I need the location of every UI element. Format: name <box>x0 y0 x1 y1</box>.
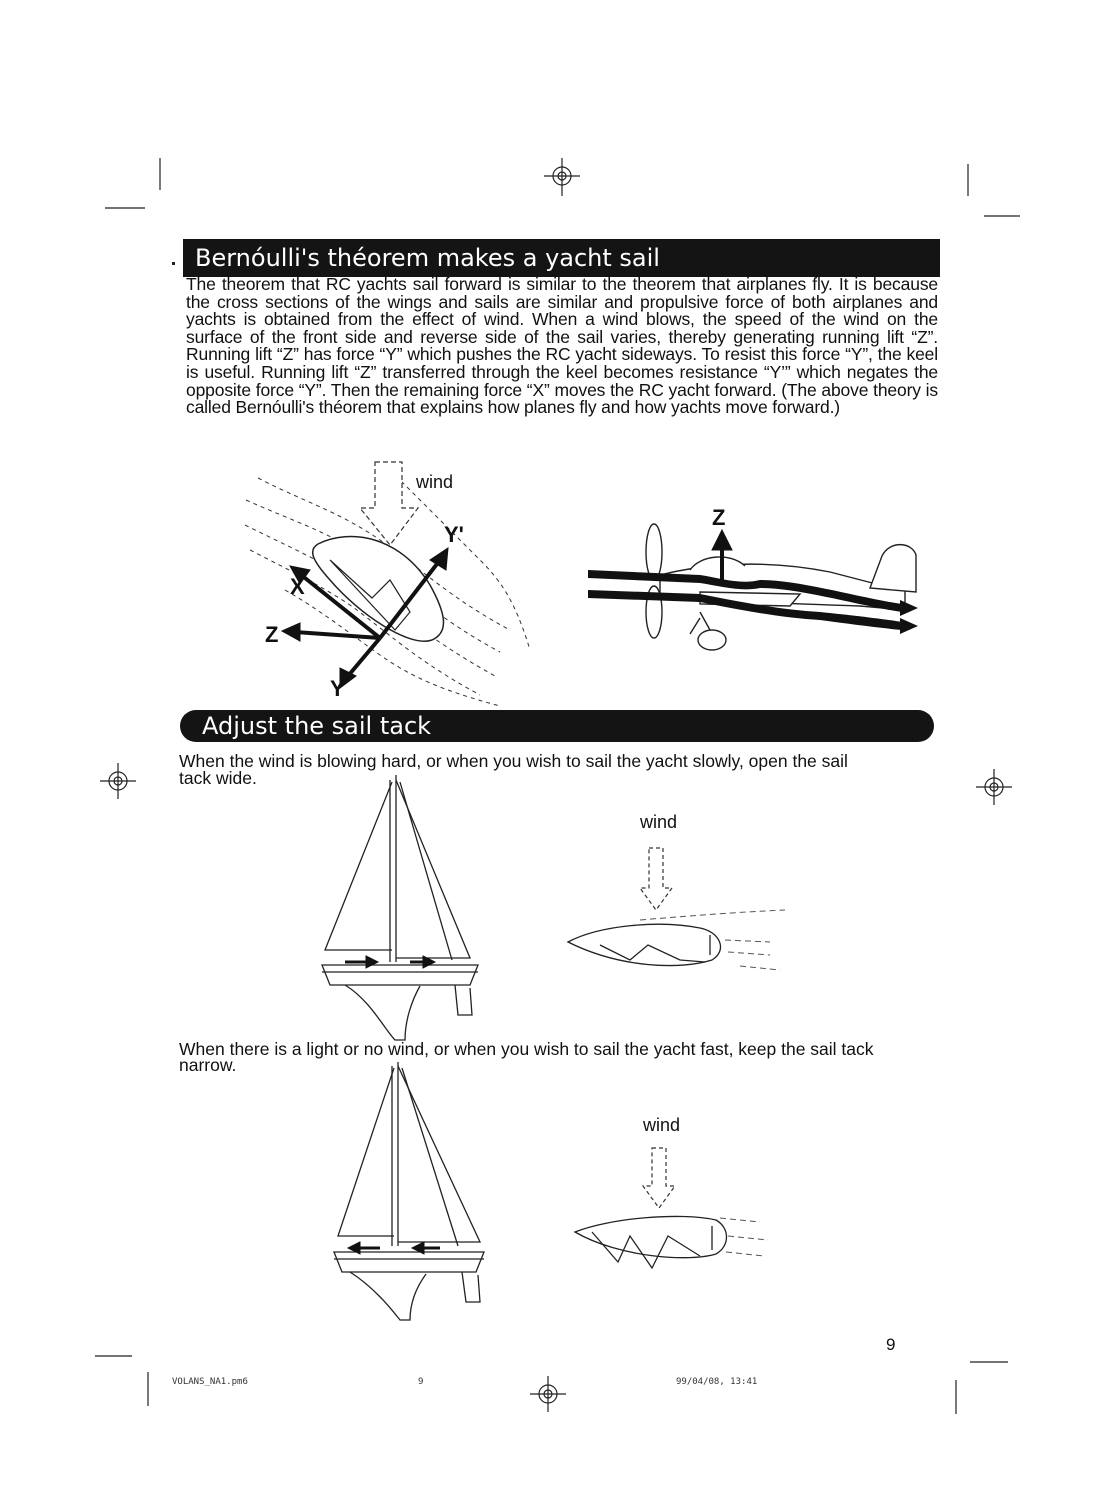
section-title-bernoulli: Bernóulli's théorem makes a yacht sail <box>183 239 940 277</box>
tack-narrow-text-line2: narrow. <box>179 1055 237 1075</box>
force-label-y-prime: Y' <box>444 522 464 547</box>
wind-label-wide: wind <box>640 812 678 832</box>
wind-label: wind <box>416 472 454 492</box>
tack-wide-text-line1: When the wind is blowing hard, or when you wish to sail the yacht slowly, open the sail <box>179 751 848 771</box>
theorem-paragraph: The theorem that RC yachts sail forward is similar to the theorem that airplanes fly. It is because the cross sections of the wings and sails are similar and propulsive force of both airplanes and yachts is obtained from the effect of wind. When a wind blows, the speed of the wind on the surface of the front side and reverse side of the sail varies, thereby generating running lift “Z”. Running lift “Z” has force “Y” which pushes the RC yacht sideways. To resist this force “Y”, the keel is useful. Running lift “Z” transferred through the keel becomes resistance “Y’” which negates the opposite force “Y”. Then the remaining force “X” moves the RC yacht forward. (The above theory is called Bernóulli's théorem that explains how planes fly and how yachts move forward.) <box>186 274 938 418</box>
section-title-sail-tack: Adjust the sail tack <box>180 710 934 742</box>
tack-narrow-text-line1: When there is a light or no wind, or when you wish to sail the yacht fast, keep the sail tack <box>179 1039 874 1059</box>
force-label-x: X <box>290 574 305 599</box>
footer-filename: VOLANS_NA1.pm6 <box>172 1377 248 1387</box>
tack-wide-text-line2: tack wide. <box>179 768 257 788</box>
footer-datetime: 99/04/08, 13:41 <box>676 1377 758 1387</box>
footer-page: 9 <box>418 1377 424 1387</box>
plane-lift-label: Z <box>712 505 726 530</box>
page-number: 9 <box>886 1335 896 1354</box>
force-label-z: Z <box>265 622 279 647</box>
force-label-y: Y <box>330 676 345 701</box>
wind-label-narrow: wind <box>643 1115 681 1135</box>
